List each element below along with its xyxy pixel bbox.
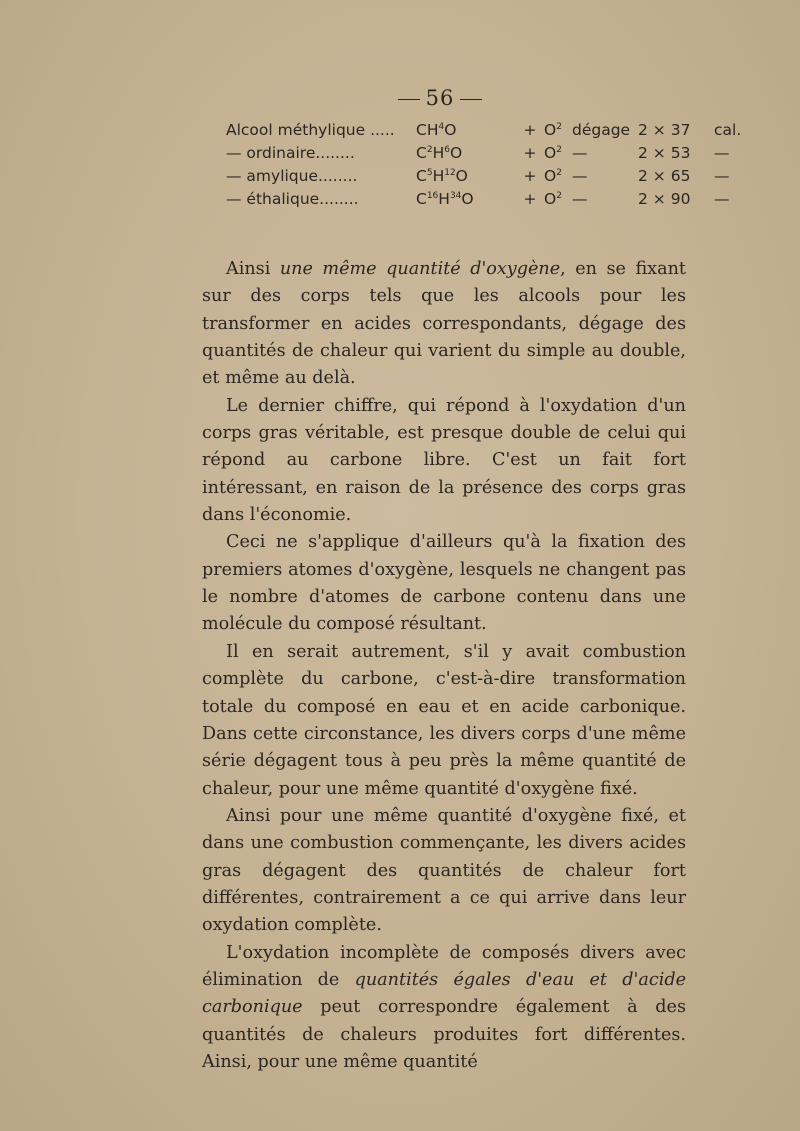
heat-quantity: 2 × 37 xyxy=(638,120,691,139)
page-number-value: 56 xyxy=(425,86,455,110)
unit: — xyxy=(714,143,730,162)
paragraph-1 xyxy=(202,256,686,393)
formula: $CH^4O$ xyxy=(416,120,457,139)
compound-name: — éthalique........ xyxy=(226,189,359,208)
table-row xyxy=(226,118,750,141)
compound-name: — ordinaire........ xyxy=(226,143,355,162)
paragraph-3: Ceci ne s'applique d'ailleurs qu'à la fixation des premiers atomes d'oxygène, lesquels ne changent pas le nombre d'atomes de carbone contenu dans une molécule du composé résultant. xyxy=(202,532,686,635)
table-row xyxy=(226,164,750,187)
formula: $C^2H^6O$ xyxy=(416,143,463,162)
formula: $C^5H^{12}O$ xyxy=(416,166,468,185)
p6-italic: quantités égales d'eau et d'acide carbonique xyxy=(202,969,686,1018)
unit: — xyxy=(714,166,730,185)
formula: $C^{16}H^{34}O$ xyxy=(416,189,474,208)
paragraph-4: Il en serait autrement, s'il y avait combustion complète du carbone, c'est-à-dire transformation totale du composé en eau et en acide carbonique. Dans cette circonstance, les divers corps d'une même série dégagent tous à peu près la même quantité de chaleur, pour une même quantité d'oxygène fixé. xyxy=(202,641,686,799)
p6-text-a: L'oxydation incomplète de composés divers avec élimination de xyxy=(202,942,686,990)
p1-text-a: Ainsi xyxy=(226,259,280,279)
heat-quantity: 2 × 90 xyxy=(638,189,691,208)
table-row xyxy=(226,187,750,210)
paragraph-2: Le dernier chiffre, qui répond à l'oxydation d'un corps gras véritable, est presque double de celui qui répond au carbone libre. C'est un fait fort intéressant, en raison de la présence des corps gras dans l'économie. xyxy=(202,395,686,526)
dash-left xyxy=(398,99,420,100)
verb: — xyxy=(572,143,588,162)
table-row xyxy=(226,141,750,164)
plus-sign: + xyxy=(523,143,537,162)
heat-of-oxidation-table xyxy=(226,118,750,210)
verb: — xyxy=(572,189,588,208)
page-number xyxy=(0,86,800,110)
verb: dégage xyxy=(572,120,631,139)
oxygen: $O^2$ xyxy=(544,143,562,162)
oxygen: $O^2$ xyxy=(544,189,562,208)
paragraph-6 xyxy=(202,940,686,1077)
unit: cal. xyxy=(714,120,742,139)
plus-sign: + xyxy=(523,189,537,208)
plus-sign: + xyxy=(523,166,537,185)
p1-text-b: , en se fixant sur des corps tels que les alcools pour les transformer en acides correspondants, dégage des quantités de chaleur qui varient du simple au double, et même au delà. xyxy=(202,259,686,389)
compound-name: Alcool méthylique ..... xyxy=(226,120,395,139)
paragraph-5: Ainsi pour une même quantité d'oxygène fixé, et dans une combustion commençante, les divers acides gras dégagent des quantités de chaleur fort différentes, contrairement a ce qui arrive dans leur oxydation complète. xyxy=(202,805,686,936)
verb: — xyxy=(572,166,588,185)
unit: — xyxy=(714,189,730,208)
plus-sign: + xyxy=(523,120,537,139)
body-text xyxy=(202,256,686,1076)
oxygen: $O^2$ xyxy=(544,166,562,185)
oxygen: $O^2$ xyxy=(544,120,562,139)
compound-name: — amylique........ xyxy=(226,166,358,185)
dash-right xyxy=(460,99,482,100)
p1-italic: une même quantité d'oxygène xyxy=(279,259,561,279)
p6-text-b: peut correspondre également à des quantités de chaleurs produites fort différentes. Ainsi, pour une même quantité xyxy=(202,997,686,1072)
heat-quantity: 2 × 53 xyxy=(638,143,691,162)
heat-quantity: 2 × 65 xyxy=(638,166,691,185)
